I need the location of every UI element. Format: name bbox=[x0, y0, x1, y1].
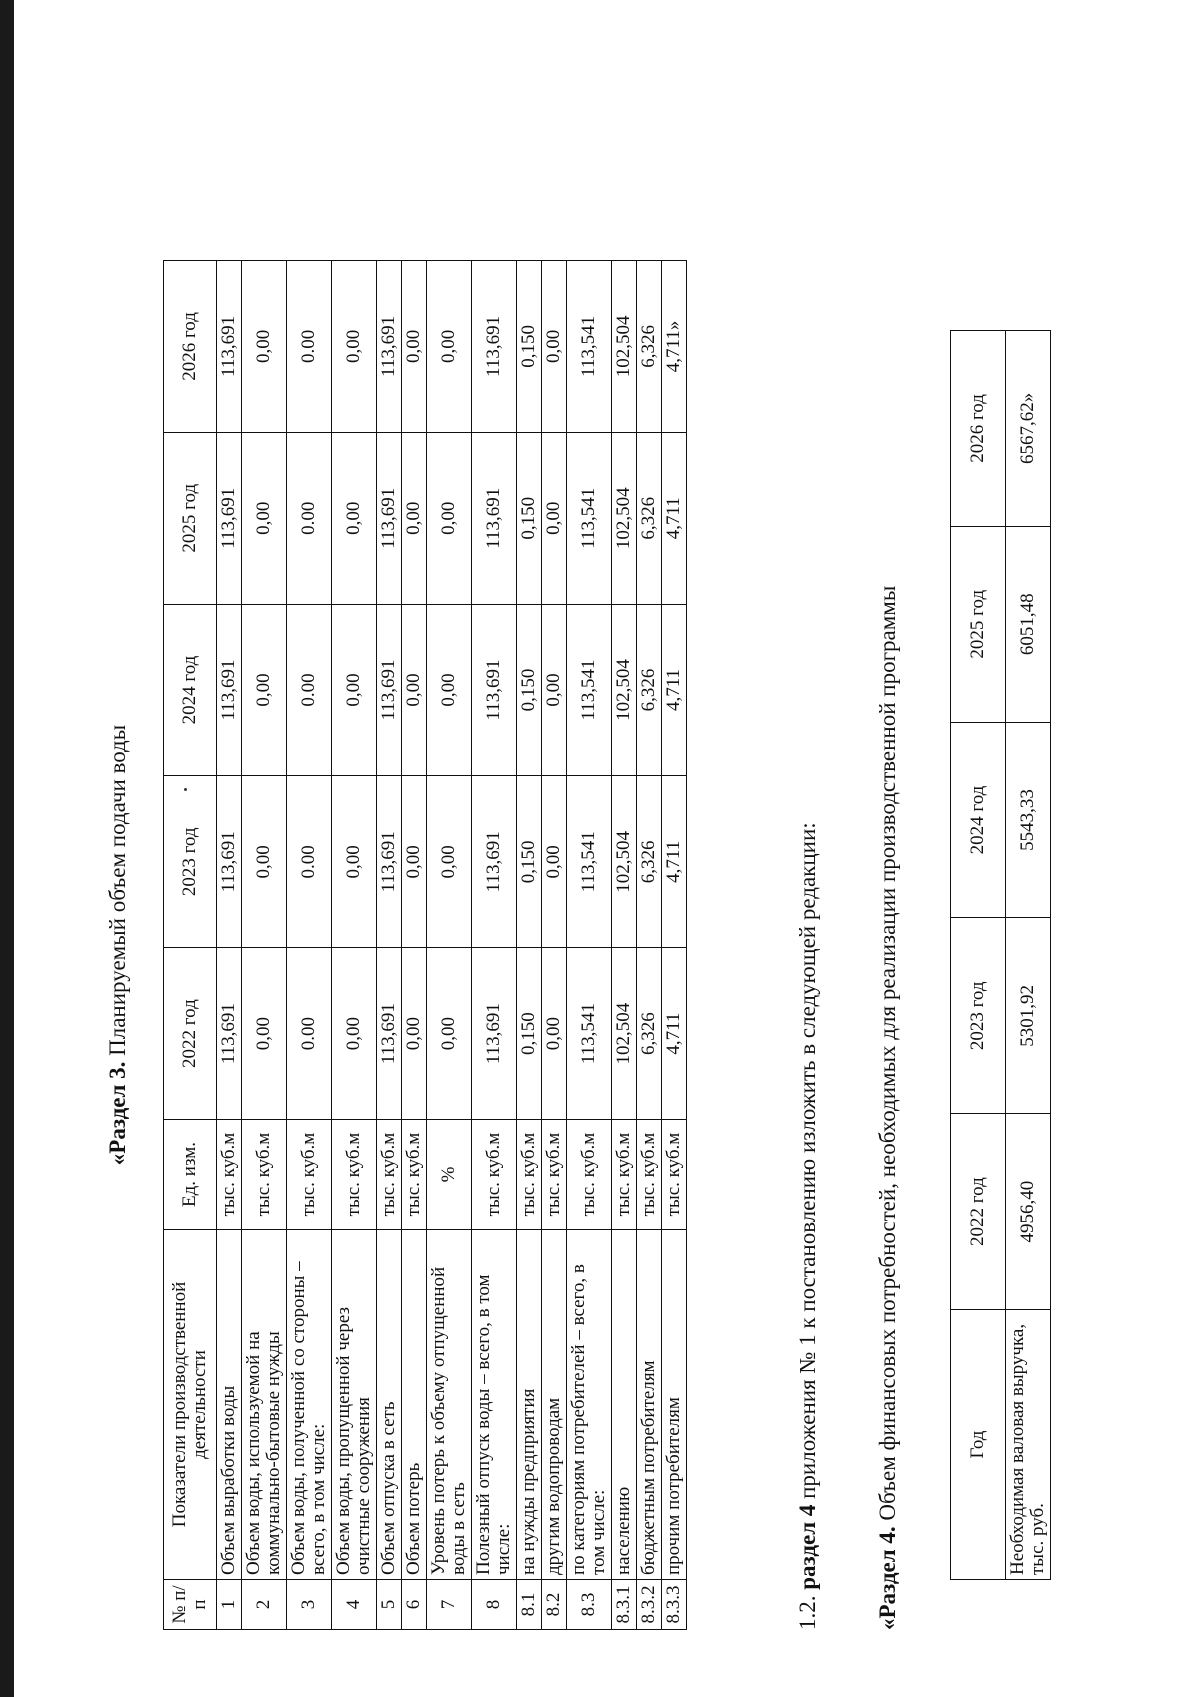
indicator-label: по категориям потребителей – всего, в том числе: bbox=[567, 1230, 612, 1580]
scan-edge-shadow bbox=[0, 0, 14, 1697]
indicator-label: Объем воды, пропущенной через очистные сооружения bbox=[332, 1230, 377, 1580]
unit-cell: тыс. куб.м bbox=[567, 1120, 612, 1230]
value-cell: 0,00 bbox=[332, 432, 377, 604]
unit-cell: тыс. куб.м bbox=[402, 1120, 427, 1230]
row-number: 7 bbox=[427, 1580, 472, 1630]
header-cell: 2022 год bbox=[951, 1114, 1006, 1310]
table-row bbox=[242, 261, 287, 1630]
value-cell: 0,00 bbox=[542, 948, 567, 1120]
unit-cell: тыс. куб.м bbox=[517, 1120, 542, 1230]
header-cell: Год bbox=[951, 1310, 1006, 1580]
table-body bbox=[217, 261, 687, 1630]
value-cell: 113,541 bbox=[567, 948, 612, 1120]
value-cell: 0,00 bbox=[242, 432, 287, 604]
indicator-label: Объем воды, полученной со стороны – всего, в том числе: bbox=[287, 1230, 332, 1580]
value-cell: 113,691 bbox=[472, 776, 517, 948]
table-row bbox=[427, 261, 472, 1630]
value-cell: 0,00 bbox=[427, 432, 472, 604]
value-cell: 0,00 bbox=[332, 948, 377, 1120]
indicator-label: бюджетным потребителям bbox=[637, 1230, 662, 1580]
value-cell: 0,00 bbox=[427, 604, 472, 776]
value-cell: 4,711 bbox=[662, 432, 687, 604]
value-cell: 113,691 bbox=[217, 261, 242, 433]
value-cell: 0,00 bbox=[332, 604, 377, 776]
header-cell: 2023 год bbox=[951, 918, 1006, 1114]
value-cell: 6,326 bbox=[637, 432, 662, 604]
header-cell: 2026 год bbox=[164, 261, 217, 433]
value-cell: 6,326 bbox=[637, 604, 662, 776]
value-cell: 113,691 bbox=[472, 432, 517, 604]
value-cell: 6,326 bbox=[637, 948, 662, 1120]
value-cell: 6,326 bbox=[637, 261, 662, 433]
value-cell: 113,691 bbox=[217, 948, 242, 1120]
unit-cell: тыс. куб.м bbox=[242, 1120, 287, 1230]
row-number: 4 bbox=[332, 1580, 377, 1630]
value-cell: 4,711 bbox=[662, 948, 687, 1120]
value-cell: 0,00 bbox=[427, 261, 472, 433]
header-cell: 2023 год bbox=[164, 776, 217, 948]
value-cell: 5543,33 bbox=[1006, 722, 1051, 918]
indicator-label: населению bbox=[612, 1230, 637, 1580]
value-cell: 0,00 bbox=[402, 776, 427, 948]
table-row bbox=[662, 261, 687, 1630]
value-cell: 0.00 bbox=[287, 261, 332, 433]
row-number: 5 bbox=[377, 1580, 402, 1630]
value-cell: 113,691 bbox=[217, 776, 242, 948]
value-cell: 4,711 bbox=[662, 776, 687, 948]
unit-cell: тыс. куб.м bbox=[287, 1120, 332, 1230]
unit-cell: тыс. куб.м bbox=[637, 1120, 662, 1230]
indicator-label: Объем потерь bbox=[402, 1230, 427, 1580]
value-cell: 4,711» bbox=[662, 261, 687, 433]
indicator-label: Уровень потерь к объему отпущенной воды в сеть bbox=[427, 1230, 472, 1580]
section4-title: «Раздел 4. Объем финансовых потребностей, необходимых для реализации производственной программы bbox=[875, 585, 900, 1630]
value-cell: 0,00 bbox=[402, 604, 427, 776]
row-number: 2 bbox=[242, 1580, 287, 1630]
value-cell: 0,00 bbox=[402, 261, 427, 433]
value-cell: 0,150 bbox=[517, 261, 542, 433]
value-cell: 0.00 bbox=[287, 948, 332, 1120]
header-cell: 2022 год bbox=[164, 948, 217, 1120]
unit-cell: тыс. куб.м bbox=[612, 1120, 637, 1230]
value-cell: 113,691 bbox=[377, 261, 402, 433]
value-cell: 0,00 bbox=[332, 261, 377, 433]
value-cell: 0,00 bbox=[427, 948, 472, 1120]
value-cell: 113,541 bbox=[567, 432, 612, 604]
table-header-row bbox=[164, 261, 217, 1630]
value-cell: 102,504 bbox=[612, 432, 637, 604]
value-cell: 113,691 bbox=[377, 432, 402, 604]
value-cell: 102,504 bbox=[612, 948, 637, 1120]
value-cell: 0,00 bbox=[542, 261, 567, 433]
table-row bbox=[517, 261, 542, 1630]
value-cell: 102,504 bbox=[612, 261, 637, 433]
header-cell: № п/п bbox=[164, 1580, 217, 1630]
row-label: Необходимая валовая выручка, тыс. руб. bbox=[1006, 1310, 1051, 1580]
value-cell: 0.00 bbox=[287, 432, 332, 604]
header-cell: 2024 год bbox=[951, 722, 1006, 918]
value-cell: 113,541 bbox=[567, 604, 612, 776]
indicator-label: на нужды предприятия bbox=[517, 1230, 542, 1580]
value-cell: 0,00 bbox=[542, 776, 567, 948]
value-cell: 0,00 bbox=[242, 948, 287, 1120]
unit-cell: тыс. куб.м bbox=[217, 1120, 242, 1230]
value-cell: 0,00 bbox=[332, 776, 377, 948]
value-cell: 113,691 bbox=[377, 776, 402, 948]
table-row bbox=[612, 261, 637, 1630]
unit-cell: тыс. куб.м bbox=[472, 1120, 517, 1230]
value-cell: 0,00 bbox=[242, 604, 287, 776]
row-number: 8.3.3 bbox=[662, 1580, 687, 1630]
header-cell: Ед. изм. bbox=[164, 1120, 217, 1230]
row-number: 1 bbox=[217, 1580, 242, 1630]
unit-cell: тыс. куб.м bbox=[662, 1120, 687, 1230]
value-cell: 0,150 bbox=[517, 604, 542, 776]
row-number: 8.3 bbox=[567, 1580, 612, 1630]
unit-cell: % bbox=[427, 1120, 472, 1230]
value-cell: 113,691 bbox=[472, 604, 517, 776]
value-cell: 113,541 bbox=[567, 261, 612, 433]
header-cell: 2026 год bbox=[951, 331, 1006, 527]
indicator-label: Объем отпуска в сеть bbox=[377, 1230, 402, 1580]
indicator-label: другим водопроводам bbox=[542, 1230, 567, 1580]
value-cell: 4956,40 bbox=[1006, 1114, 1051, 1310]
value-cell: 6567,62» bbox=[1006, 331, 1051, 527]
financial-needs-table bbox=[950, 330, 1051, 1580]
value-cell: 0,150 bbox=[517, 776, 542, 948]
row-number: 8.1 bbox=[517, 1580, 542, 1630]
row-number: 8 bbox=[472, 1580, 517, 1630]
table-row bbox=[542, 261, 567, 1630]
value-cell: 113,691 bbox=[217, 432, 242, 604]
value-cell: 113,541 bbox=[567, 776, 612, 948]
value-cell: 0,00 bbox=[402, 432, 427, 604]
table-row bbox=[637, 261, 662, 1630]
indicator-label: Полезный отпуск воды – всего, в том числе: bbox=[472, 1230, 517, 1580]
table-row bbox=[377, 261, 402, 1630]
value-cell: 6,326 bbox=[637, 776, 662, 948]
value-cell: 113,691 bbox=[377, 948, 402, 1120]
value-cell: 0,00 bbox=[242, 776, 287, 948]
unit-cell: тыс. куб.м bbox=[377, 1120, 402, 1230]
value-cell: 0,00 bbox=[402, 948, 427, 1120]
row-number: 3 bbox=[287, 1580, 332, 1630]
value-cell: 0,00 bbox=[542, 604, 567, 776]
amendment-paragraph: 1.2. раздел 4 приложения № 1 к постановлению изложить в следующей редакции: bbox=[795, 822, 820, 1630]
header-cell: 2024 год bbox=[164, 604, 217, 776]
value-cell: 4,711 bbox=[662, 604, 687, 776]
value-cell: 0.00 bbox=[287, 604, 332, 776]
unit-cell: тыс. куб.м bbox=[542, 1120, 567, 1230]
section3-title: «Раздел 3. Планируемый объем подачи воды bbox=[105, 724, 130, 1166]
indicator-label: Объем воды, используемой на коммунально-бытовые нужды bbox=[242, 1230, 287, 1580]
value-cell: 5301,92 bbox=[1006, 918, 1051, 1114]
value-cell: 102,504 bbox=[612, 604, 637, 776]
header-cell: 2025 год bbox=[164, 432, 217, 604]
value-cell: 113,691 bbox=[217, 604, 242, 776]
table-header-row bbox=[951, 331, 1006, 1580]
value-cell: 0,00 bbox=[542, 432, 567, 604]
rotated-page bbox=[95, 130, 1135, 1630]
row-number: 8.3.2 bbox=[637, 1580, 662, 1630]
table-row bbox=[567, 261, 612, 1630]
water-supply-table bbox=[163, 260, 687, 1630]
value-cell: 0,150 bbox=[517, 948, 542, 1120]
table-row bbox=[472, 261, 517, 1630]
table-row bbox=[332, 261, 377, 1630]
value-cell: 102,504 bbox=[612, 776, 637, 948]
row-number: 8.2 bbox=[542, 1580, 567, 1630]
value-cell: 6051,48 bbox=[1006, 526, 1051, 722]
table-row bbox=[217, 261, 242, 1630]
unit-cell: тыс. куб.м bbox=[332, 1120, 377, 1230]
value-cell: 113,691 bbox=[472, 948, 517, 1120]
value-cell: 0,00 bbox=[427, 776, 472, 948]
header-cell: 2025 год bbox=[951, 526, 1006, 722]
value-cell: 0,150 bbox=[517, 432, 542, 604]
value-cell: 113,691 bbox=[472, 261, 517, 433]
indicator-label: Объем выработки воды bbox=[217, 1230, 242, 1580]
row-number: 8.3.1 bbox=[612, 1580, 637, 1630]
table-row bbox=[287, 261, 332, 1630]
value-cell: 0.00 bbox=[287, 776, 332, 948]
row-number: 6 bbox=[402, 1580, 427, 1630]
header-cell: Показатели производственной деятельности bbox=[164, 1230, 217, 1580]
value-cell: 0,00 bbox=[242, 261, 287, 433]
table-row bbox=[402, 261, 427, 1630]
indicator-label: прочим потребителям bbox=[662, 1230, 687, 1580]
table-row bbox=[1006, 331, 1051, 1580]
value-cell: 113,691 bbox=[377, 604, 402, 776]
